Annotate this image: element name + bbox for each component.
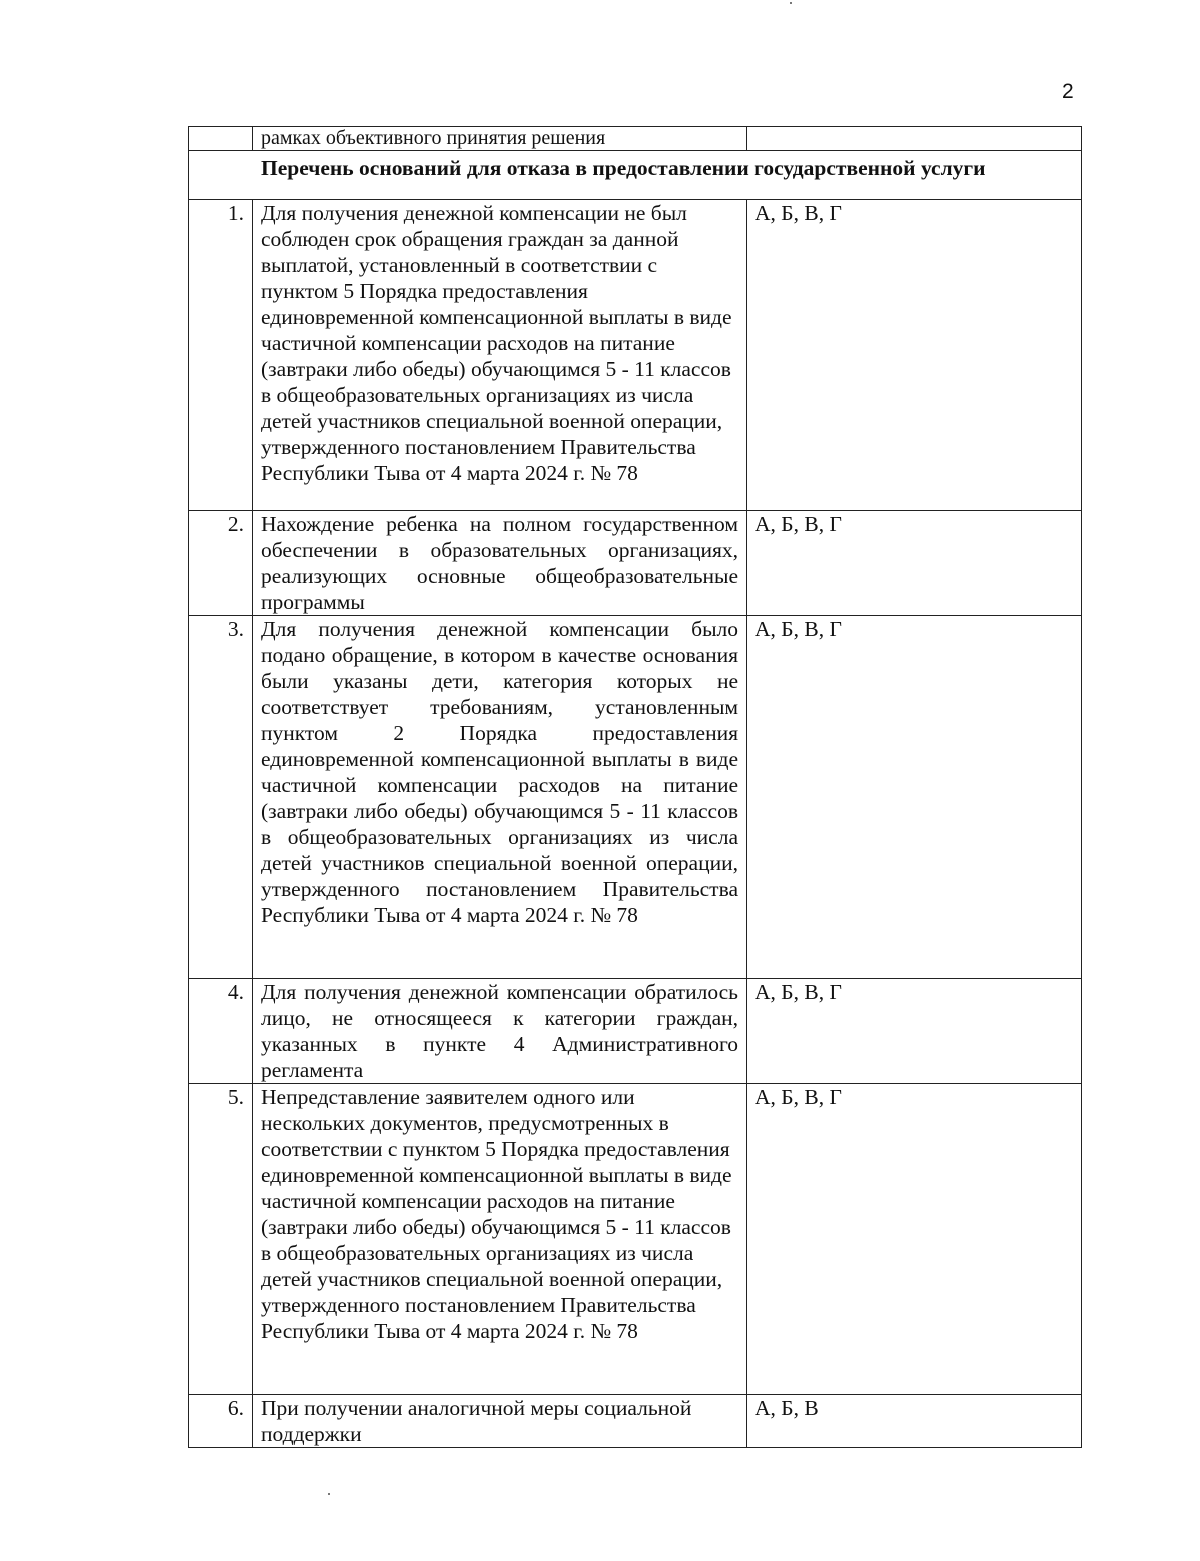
section-title: Перечень оснований для отказа в предоставлении государственной услуги: [189, 151, 1082, 200]
row-groups: А, Б, В, Г: [747, 979, 1082, 1084]
scan-speck: [790, 2, 792, 4]
number-cell: [189, 127, 253, 151]
table-row-continued: [189, 127, 1082, 151]
row-number: 2.: [189, 511, 253, 616]
row-text: Для получения денежной компенсации было подано обращение, в котором в качестве основания были указаны дети, категория которых не соответствует требованиям, установленным пунктом 2 Порядка предоставления единовременной компенсационной выплаты в виде частичной компенсации расходов на питание (завтраки либо обеды) обучающимся 5 - 11 классов в общеобразовательных организациях из числа детей участников специальной военной операции, утвержденного постановлением Правительства Республики Тыва от 4 марта 2024 г. № 78: [253, 616, 747, 979]
row-groups: А, Б, В: [747, 1395, 1082, 1448]
row-number: 6.: [189, 1395, 253, 1448]
section-header-row: [189, 151, 1082, 200]
row-text: При получении аналогичной меры социальной поддержки: [253, 1395, 747, 1448]
table-row: [189, 616, 1082, 979]
table-row: [189, 1395, 1082, 1448]
table-row: [189, 979, 1082, 1084]
row-text: Для получения денежной компенсации обратилось лицо, не относящееся к категории граждан, указанных в пункте 4 Административного регламента: [253, 979, 747, 1084]
row-groups: А, Б, В, Г: [747, 1084, 1082, 1395]
row-text: Непредставление заявителем одного или нескольких документов, предусмотренных в соответствии с пунктом 5 Порядка предоставления единовременной компенсационной выплаты в виде частичной компенсации расходов на питание (завтраки либо обеды) обучающимся 5 - 11 классов в общеобразовательных организациях из числа детей участников специальной военной операции, утвержденного постановлением Правительства Республики Тыва от 4 марта 2024 г. № 78: [253, 1084, 747, 1395]
scan-speck: [328, 1493, 330, 1495]
groups-cell: [747, 127, 1082, 151]
row-groups: А, Б, В, Г: [747, 200, 1082, 511]
row-number: 5.: [189, 1084, 253, 1395]
row-groups: А, Б, В, Г: [747, 616, 1082, 979]
row-text: Нахождение ребенка на полном государственном обеспечении в образовательных организациях, реализующих основные общеобразовательные программы: [253, 511, 747, 616]
row-number: 4.: [189, 979, 253, 1084]
table-row: [189, 511, 1082, 616]
text-cell: рамках объективного принятия решения: [253, 127, 747, 151]
table-row: [189, 200, 1082, 511]
refusal-grounds-table: [188, 126, 1082, 1448]
row-text: Для получения денежной компенсации не был соблюден срок обращения граждан за данной выплатой, установленный в соответствии с пунктом 5 Порядка предоставления единовременной компенсационной выплаты в виде частичной компенсации расходов на питание (завтраки либо обеды) обучающимся 5 - 11 классов в общеобразовательных организациях из числа детей участников специальной военной операции, утвержденного постановлением Правительства Республики Тыва от 4 марта 2024 г. № 78: [253, 200, 747, 511]
table-row: [189, 1084, 1082, 1395]
row-groups: А, Б, В, Г: [747, 511, 1082, 616]
page-number: 2: [1062, 80, 1074, 103]
row-number: 1.: [189, 200, 253, 511]
row-number: 3.: [189, 616, 253, 979]
